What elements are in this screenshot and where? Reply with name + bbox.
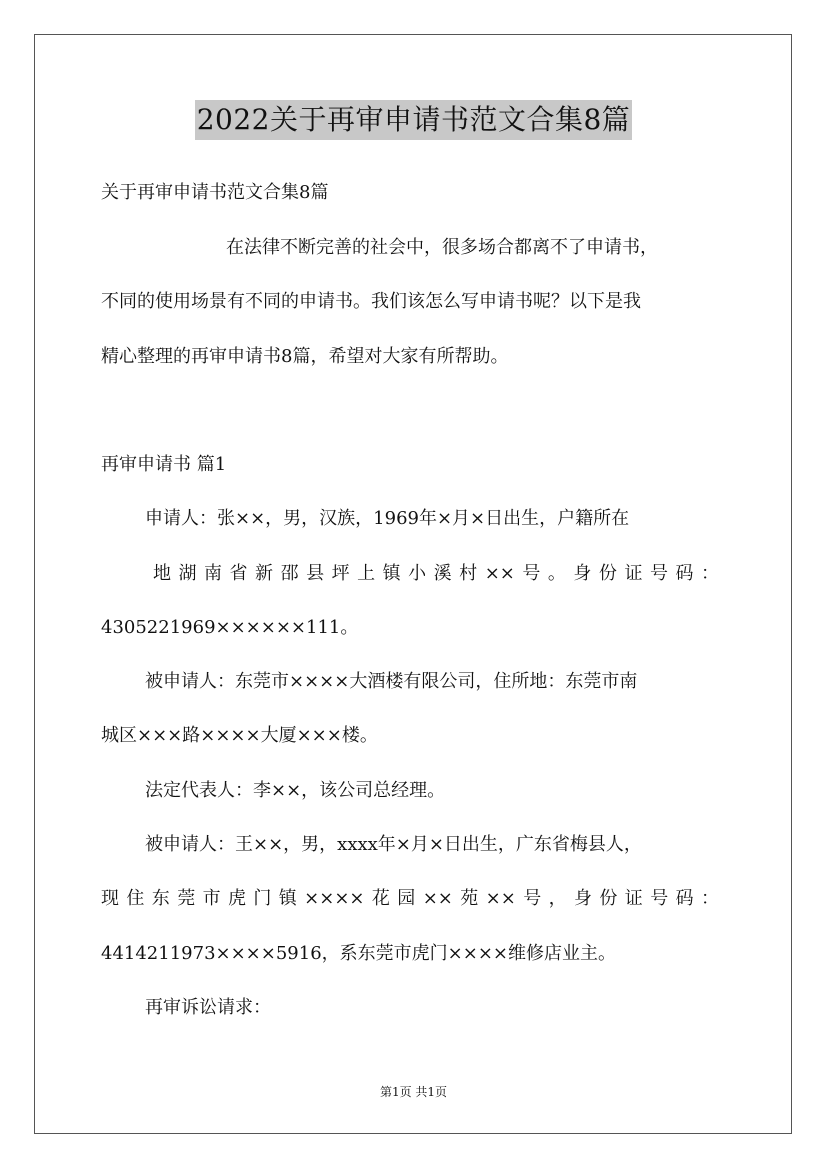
body-line-9: 4414211973××××5916，系东莞市虎门××××维修店业主。 [101,943,616,964]
body-line-10: 再审诉讼请求： [145,997,271,1018]
body-line-4: 被申请人：东莞市××××大酒楼有限公司，住所地：东莞市南 [145,671,638,692]
document-title: 2022关于再审申请书范文合集8篇 [195,100,633,140]
body-line-1: 申请人：张××，男，汉族，1969年×月×日出生，户籍所在 [145,508,630,529]
section-heading: 再审申请书 篇1 [101,454,227,475]
body-line-7: 被申请人：王××，男，xxxx年×月×日出生，广东省梅县人， [145,834,642,855]
body-line-5: 城区×××路××××大厦×××楼。 [101,725,378,746]
body-line-3: 4305221969××××××111。 [101,617,359,638]
body-line-2: 地湖南省新邵县坪上镇小溪村××号。身份证号码： [153,563,719,584]
document-subtitle: 关于再审申请书范文合集8篇 [101,182,329,203]
body-line-8: 现住东莞市虎门镇××××花园××苑××号，身份证号码： [101,888,719,909]
page-footer: 第1页 共1页 [379,1085,448,1099]
intro-line-1: 在法律不断完善的社会中，很多场合都离不了申请书， [226,237,658,258]
intro-line-2: 不同的使用场景有不同的申请书。我们该怎么写申请书呢？以下是我 [101,291,641,312]
intro-line-3: 精心整理的再审申请书8篇，希望对大家有所帮助。 [101,346,509,367]
body-line-6: 法定代表人：李××，该公司总经理。 [145,780,446,801]
title-container [0,100,827,140]
